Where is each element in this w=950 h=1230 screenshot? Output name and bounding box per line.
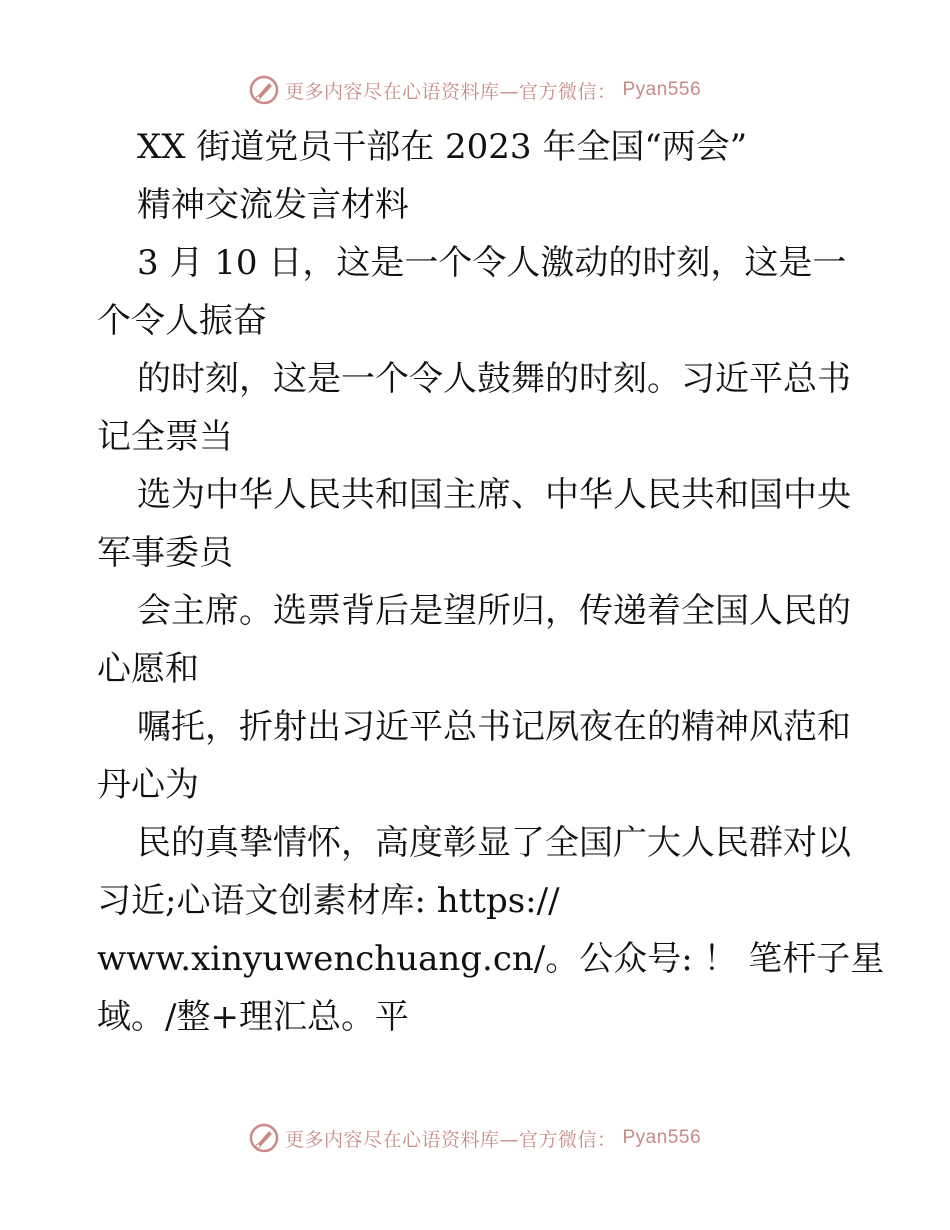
paragraph-line: 的时刻，这是一个令人鼓舞的时刻。习近平总书 [137, 359, 851, 399]
paragraph-line: 心愿和 [97, 649, 199, 689]
paragraph-line: www.xinyuwenchuang.cn/。公众号: ！ 笔杆子星 [97, 939, 885, 979]
pen-logo-icon [249, 75, 279, 105]
document-title-line-1: XX 街道党员干部在 2023 年全国“两会” [137, 127, 748, 167]
paragraph-line: 嘱托，折射出习近平总书记夙夜在的精神风范和 [137, 707, 851, 747]
paragraph-line: 选为中华人民共和国主席、中华人民共和国中央 [137, 475, 851, 515]
paragraph-line: 个令人振奋 [97, 301, 267, 341]
watermark-account: Pyan556 [622, 1127, 702, 1148]
document-title-line-2: 精神交流发言材料 [137, 185, 409, 225]
paragraph-line: 域。/整+理汇总。平 [97, 997, 409, 1037]
paragraph-line: 丹心为 [97, 765, 199, 805]
paragraph-line: 民的真挚情怀，高度彰显了全国广大人民群对以 [137, 823, 851, 863]
pen-logo-icon [249, 1123, 279, 1153]
paragraph-line: 军事委员 [97, 533, 233, 573]
footer-watermark [0, 1118, 950, 1158]
watermark-account: Pyan556 [622, 79, 702, 100]
watermark-brand-text: 更多内容尽在心语资料库—官方微信： [284, 1128, 617, 1151]
watermark-brand-text: 更多内容尽在心语资料库—官方微信： [284, 80, 617, 103]
paragraph-line: 记全票当 [97, 417, 233, 457]
paragraph-line: 3 月 10 日，这是一个令人激动的时刻，这是一 [137, 243, 847, 283]
document-body [97, 118, 885, 1046]
paragraph-line: 会主席。选票背后是望所归，传递着全国人民的 [137, 591, 851, 631]
header-watermark [0, 70, 950, 110]
paragraph-line: 习近;心语文创素材库: https:// [97, 881, 560, 921]
